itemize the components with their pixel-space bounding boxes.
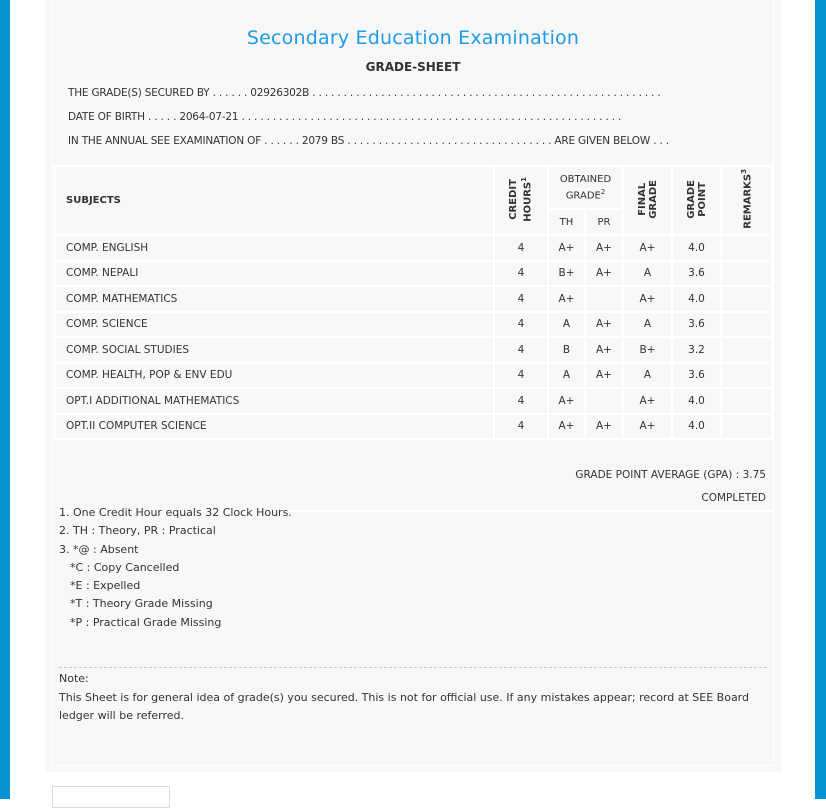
exam-year-line: IN THE ANNUAL SEE EXAMINATION OF . . . . . . 2079 BS . . . . . . . . . . . . . . . . . . . . . . . . . . . . . . . . . ARE GIVEN BELOW . . . (68, 135, 669, 147)
header-remarks-sup: 3 (740, 169, 749, 174)
footnotes (59, 504, 292, 632)
header-final-grade (623, 166, 672, 235)
header-obtained-sup: 2 (600, 187, 606, 196)
header-credit-line1: CREDIT (508, 178, 520, 220)
credit-hours-cell: 4 (494, 286, 548, 312)
final-grade-cell: A+ (623, 235, 672, 261)
header-point-line1: GRADE (685, 179, 697, 219)
subject-cell: OPT.II COMPUTER SCIENCE (55, 414, 494, 440)
note-text: This Sheet is for general idea of grade(s) you secured. This is not for official use. If any mistakes appear; record at SEE Board ledger will be referred. (59, 690, 749, 722)
grade-point-cell: 3.6 (672, 312, 721, 338)
credit-hours-cell: 4 (494, 414, 548, 440)
page-title: Secondary Education Examination (246, 27, 580, 49)
final-grade-cell: B+ (623, 337, 672, 363)
header-remarks-text: REMARKS (742, 174, 754, 229)
grade-point-cell: 4.0 (672, 286, 721, 312)
remarks-cell (721, 261, 772, 287)
remarks-cell (721, 337, 772, 363)
grade-point-cell: 4.0 (672, 414, 721, 440)
grades-table (54, 165, 773, 512)
header-obtained-line1: OBTAINED (559, 173, 612, 185)
remarks-cell (721, 388, 772, 414)
header-grade-point (672, 166, 721, 235)
header-remarks (721, 166, 772, 235)
remarks-cell (721, 414, 772, 440)
final-grade-cell: A (623, 261, 672, 287)
footnote-item: *C : Copy Cancelled (70, 560, 180, 574)
subject-cell: COMP. SCIENCE (55, 312, 494, 338)
practical-grade-cell: A+ (585, 414, 623, 440)
practical-grade-cell: A+ (585, 235, 623, 261)
date-of-birth-line: DATE OF BIRTH . . . . . 2064-07-21 . . . . . . . . . . . . . . . . . . . . . . . . . . . . . . . . . . . . . . . . . . . . . . . . . . . . . . . . . . . . . (68, 111, 622, 123)
practical-grade-cell: A+ (585, 312, 623, 338)
credit-hours-cell: 4 (494, 388, 548, 414)
table-row (55, 388, 772, 414)
practical-grade-cell (585, 286, 623, 312)
final-grade-cell: A (623, 363, 672, 389)
header-remarks-label (739, 169, 753, 229)
table-row (55, 312, 772, 338)
note-divider (59, 667, 767, 668)
header-credit-line2: HOURS (522, 181, 534, 222)
table-row (55, 337, 772, 363)
remarks-cell (721, 235, 772, 261)
practical-grade-cell: A+ (585, 261, 623, 287)
final-grade-cell: A+ (623, 286, 672, 312)
credit-hours-cell: 4 (494, 312, 548, 338)
table-row (55, 286, 772, 312)
note-label: Note: (59, 672, 89, 685)
final-grade-cell: A+ (623, 388, 672, 414)
footnote-item: 1. One Credit Hour equals 32 Clock Hours. (59, 506, 292, 519)
theory-grade-cell: A+ (548, 414, 585, 440)
final-grade-cell: A+ (623, 414, 672, 440)
practical-grade-cell: A+ (585, 363, 623, 389)
theory-grade-cell: A+ (548, 388, 585, 414)
header-pr: PR (585, 209, 623, 235)
practical-grade-cell (585, 388, 623, 414)
secured-by-line: THE GRADE(S) SECURED BY . . . . . . 02926302B . . . . . . . . . . . . . . . . . . . . . . . . . . . . . . . . . . . . . . . . . . . . . . . . . . . . . . . . (68, 87, 661, 99)
header-credit-sup: 1 (520, 176, 529, 182)
theory-grade-cell: A+ (548, 235, 585, 261)
grade-point-cell: 3.2 (672, 337, 721, 363)
footnote-item: *E : Expelled (70, 579, 141, 593)
left-accent-bar (0, 0, 10, 799)
header-obtained-line2: GRADE (565, 190, 601, 202)
credit-hours-cell: 4 (494, 337, 548, 363)
header-th: TH (548, 209, 585, 235)
subject-cell: OPT.I ADDITIONAL MATHEMATICS (55, 388, 494, 414)
remarks-cell (721, 312, 772, 338)
practical-grade-cell: A+ (585, 337, 623, 363)
subject-cell: COMP. MATHEMATICS (55, 286, 494, 312)
subject-cell: COMP. ENGLISH (55, 235, 494, 261)
credit-hours-cell: 4 (494, 363, 548, 389)
grade-point-cell: 4.0 (672, 388, 721, 414)
grade-point-cell: 3.6 (672, 261, 721, 287)
credit-hours-cell: 4 (494, 235, 548, 261)
header-subjects (55, 166, 494, 235)
header-final-grade-label (637, 180, 659, 219)
table-row (55, 261, 772, 287)
header-final-line1: FINAL (636, 182, 648, 216)
subject-cell: COMP. NEPALI (55, 261, 494, 287)
grade-sheet-heading: GRADE-SHEET (365, 60, 461, 74)
final-grade-cell: A (623, 312, 672, 338)
table-row (55, 414, 772, 440)
grade-point-cell: 4.0 (672, 235, 721, 261)
header-grade-point-label (686, 180, 708, 219)
footnote-item: 2. TH : Theory, PR : Practical (59, 524, 216, 538)
header-subjects-label: SUBJECTS (66, 195, 121, 206)
header-obtained-grade (548, 166, 623, 209)
grade-point-cell: 3.6 (672, 363, 721, 389)
header-credit-hours (494, 166, 548, 235)
disclaimer-note (59, 670, 759, 726)
header-final-line2: GRADE (647, 179, 659, 219)
remarks-cell (721, 363, 772, 389)
result-status: COMPLETED (55, 485, 772, 511)
header-point-line2: POINT (696, 181, 708, 217)
subject-cell: COMP. HEALTH, POP & ENV EDU (55, 363, 494, 389)
right-accent-bar (815, 0, 826, 799)
footnote-item: 3. *@ : Absent (59, 542, 139, 556)
table-row (55, 363, 772, 389)
footnote-item: *T : Theory Grade Missing (70, 597, 213, 611)
theory-grade-cell: B (548, 337, 585, 363)
theory-grade-cell: B+ (548, 261, 585, 287)
header-credit-hours-label (508, 177, 533, 222)
theory-grade-cell: A (548, 312, 585, 338)
theory-grade-cell: A (548, 363, 585, 389)
theory-grade-cell: A+ (548, 286, 585, 312)
footnote-item: *P : Practical Grade Missing (70, 615, 222, 629)
remarks-cell (721, 286, 772, 312)
table-row (55, 235, 772, 261)
credit-hours-cell: 4 (494, 261, 548, 287)
print-button[interactable] (52, 786, 170, 808)
subject-cell: COMP. SOCIAL STUDIES (55, 337, 494, 363)
gpa-line: GRADE POINT AVERAGE (GPA) : 3.75 (575, 469, 766, 481)
